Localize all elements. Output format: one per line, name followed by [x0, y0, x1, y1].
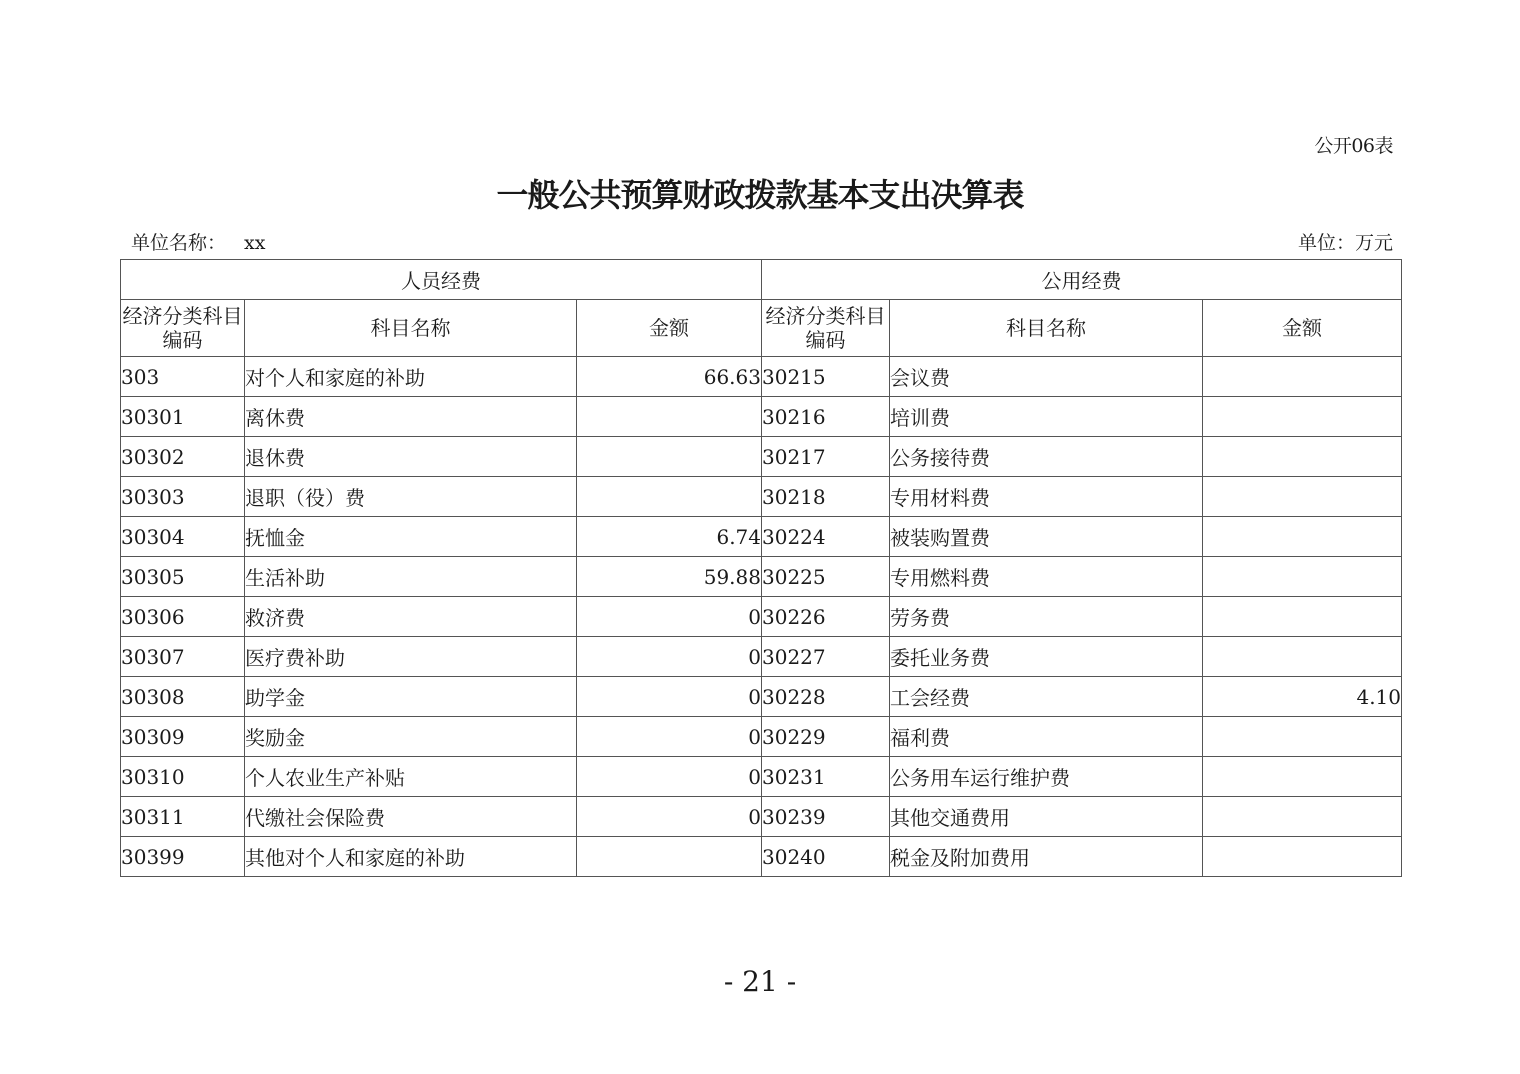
table-body — [121, 357, 1402, 877]
public-name-cell: 专用材料费 — [890, 477, 1203, 517]
public-amount-cell — [1203, 357, 1402, 397]
table-row — [121, 557, 1402, 597]
personnel-code-cell: 30302 — [121, 437, 245, 477]
page-number: - 21 - — [723, 965, 797, 998]
public-amount-cell — [1203, 757, 1402, 797]
personnel-amount-cell: 0 — [577, 597, 762, 637]
public-code-cell: 30216 — [762, 397, 890, 437]
personnel-name-cell: 离休费 — [245, 397, 577, 437]
personnel-code-cell: 30308 — [121, 677, 245, 717]
public-name-cell: 会议费 — [890, 357, 1203, 397]
public-code-cell: 30224 — [762, 517, 890, 557]
public-code-cell: 30227 — [762, 637, 890, 677]
col-header-code: 经济分类科目编码 — [762, 300, 890, 357]
table-row — [121, 397, 1402, 437]
public-amount-cell — [1203, 517, 1402, 557]
public-name-cell: 培训费 — [890, 397, 1203, 437]
public-amount-cell — [1203, 637, 1402, 677]
col-header-name: 科目名称 — [245, 300, 577, 357]
public-name-cell: 劳务费 — [890, 597, 1203, 637]
table-row — [121, 597, 1402, 637]
section-personnel: 人员经费 — [121, 260, 762, 300]
col-header-code: 经济分类科目编码 — [121, 300, 245, 357]
column-header-row — [121, 300, 1402, 357]
public-code-cell: 30226 — [762, 597, 890, 637]
personnel-amount-cell: 0 — [577, 757, 762, 797]
public-code-cell: 30239 — [762, 797, 890, 837]
personnel-code-cell: 30305 — [121, 557, 245, 597]
public-name-cell: 委托业务费 — [890, 637, 1203, 677]
public-code-cell: 30229 — [762, 717, 890, 757]
table-row — [121, 517, 1402, 557]
personnel-code-cell: 30310 — [121, 757, 245, 797]
section-header-row — [121, 260, 1402, 300]
col-header-name: 科目名称 — [890, 300, 1203, 357]
personnel-amount-cell: 66.63 — [577, 357, 762, 397]
personnel-name-cell: 退职（役）费 — [245, 477, 577, 517]
currency-unit: 单位：万元 — [1297, 232, 1393, 254]
public-name-cell: 被装购置费 — [890, 517, 1203, 557]
personnel-amount-cell: 0 — [577, 717, 762, 757]
col-header-amount: 金额 — [1203, 300, 1402, 357]
personnel-amount-cell: 0 — [577, 677, 762, 717]
public-amount-cell — [1203, 837, 1402, 877]
personnel-name-cell: 奖励金 — [245, 717, 577, 757]
public-amount-cell — [1203, 397, 1402, 437]
personnel-amount-cell: 6.74 — [577, 517, 762, 557]
form-number: 公开06表 — [1314, 135, 1393, 157]
public-amount-cell — [1203, 477, 1402, 517]
document-title: 一般公共预算财政拨款基本支出决算表 — [496, 176, 1024, 214]
personnel-code-cell: 30399 — [121, 837, 245, 877]
table-row — [121, 757, 1402, 797]
public-code-cell: 30228 — [762, 677, 890, 717]
public-name-cell: 税金及附加费用 — [890, 837, 1203, 877]
public-name-cell: 公务用车运行维护费 — [890, 757, 1203, 797]
public-code-cell: 30217 — [762, 437, 890, 477]
public-name-cell: 福利费 — [890, 717, 1203, 757]
personnel-name-cell: 生活补助 — [245, 557, 577, 597]
table-row — [121, 797, 1402, 837]
personnel-amount-cell: 0 — [577, 637, 762, 677]
public-code-cell: 30215 — [762, 357, 890, 397]
personnel-amount-cell: 0 — [577, 797, 762, 837]
personnel-name-cell: 退休费 — [245, 437, 577, 477]
public-amount-cell — [1203, 557, 1402, 597]
personnel-name-cell: 个人农业生产补贴 — [245, 757, 577, 797]
personnel-amount-cell — [577, 837, 762, 877]
personnel-code-cell: 30307 — [121, 637, 245, 677]
personnel-name-cell: 救济费 — [245, 597, 577, 637]
public-amount-cell — [1203, 437, 1402, 477]
public-code-cell: 30231 — [762, 757, 890, 797]
table-row — [121, 717, 1402, 757]
public-name-cell: 专用燃料费 — [890, 557, 1203, 597]
personnel-code-cell: 30306 — [121, 597, 245, 637]
table-row — [121, 837, 1402, 877]
personnel-amount-cell — [577, 437, 762, 477]
personnel-code-cell: 30304 — [121, 517, 245, 557]
public-amount-cell: 4.10 — [1203, 677, 1402, 717]
public-code-cell: 30225 — [762, 557, 890, 597]
public-amount-cell — [1203, 797, 1402, 837]
personnel-code-cell: 30309 — [121, 717, 245, 757]
public-amount-cell — [1203, 597, 1402, 637]
personnel-name-cell: 助学金 — [245, 677, 577, 717]
table-row — [121, 437, 1402, 477]
col-header-amount: 金额 — [577, 300, 762, 357]
public-name-cell: 其他交通费用 — [890, 797, 1203, 837]
unit-name-value: xx — [244, 232, 266, 254]
personnel-code-cell: 303 — [121, 357, 245, 397]
personnel-name-cell: 其他对个人和家庭的补助 — [245, 837, 577, 877]
unit-name-label: 单位名称： — [131, 232, 227, 254]
public-code-cell: 30218 — [762, 477, 890, 517]
personnel-code-cell: 30303 — [121, 477, 245, 517]
personnel-amount-cell — [577, 397, 762, 437]
unit-name — [131, 228, 265, 255]
personnel-name-cell: 抚恤金 — [245, 517, 577, 557]
personnel-amount-cell: 59.88 — [577, 557, 762, 597]
table-row — [121, 477, 1402, 517]
public-code-cell: 30240 — [762, 837, 890, 877]
personnel-name-cell: 代缴社会保险费 — [245, 797, 577, 837]
public-name-cell: 公务接待费 — [890, 437, 1203, 477]
table-row — [121, 357, 1402, 397]
table-row — [121, 637, 1402, 677]
personnel-name-cell: 对个人和家庭的补助 — [245, 357, 577, 397]
section-public: 公用经费 — [762, 260, 1402, 300]
public-amount-cell — [1203, 717, 1402, 757]
table-row — [121, 677, 1402, 717]
personnel-name-cell: 医疗费补助 — [245, 637, 577, 677]
public-name-cell: 工会经费 — [890, 677, 1203, 717]
personnel-amount-cell — [577, 477, 762, 517]
personnel-code-cell: 30301 — [121, 397, 245, 437]
expenditure-table — [120, 259, 1402, 877]
personnel-code-cell: 30311 — [121, 797, 245, 837]
